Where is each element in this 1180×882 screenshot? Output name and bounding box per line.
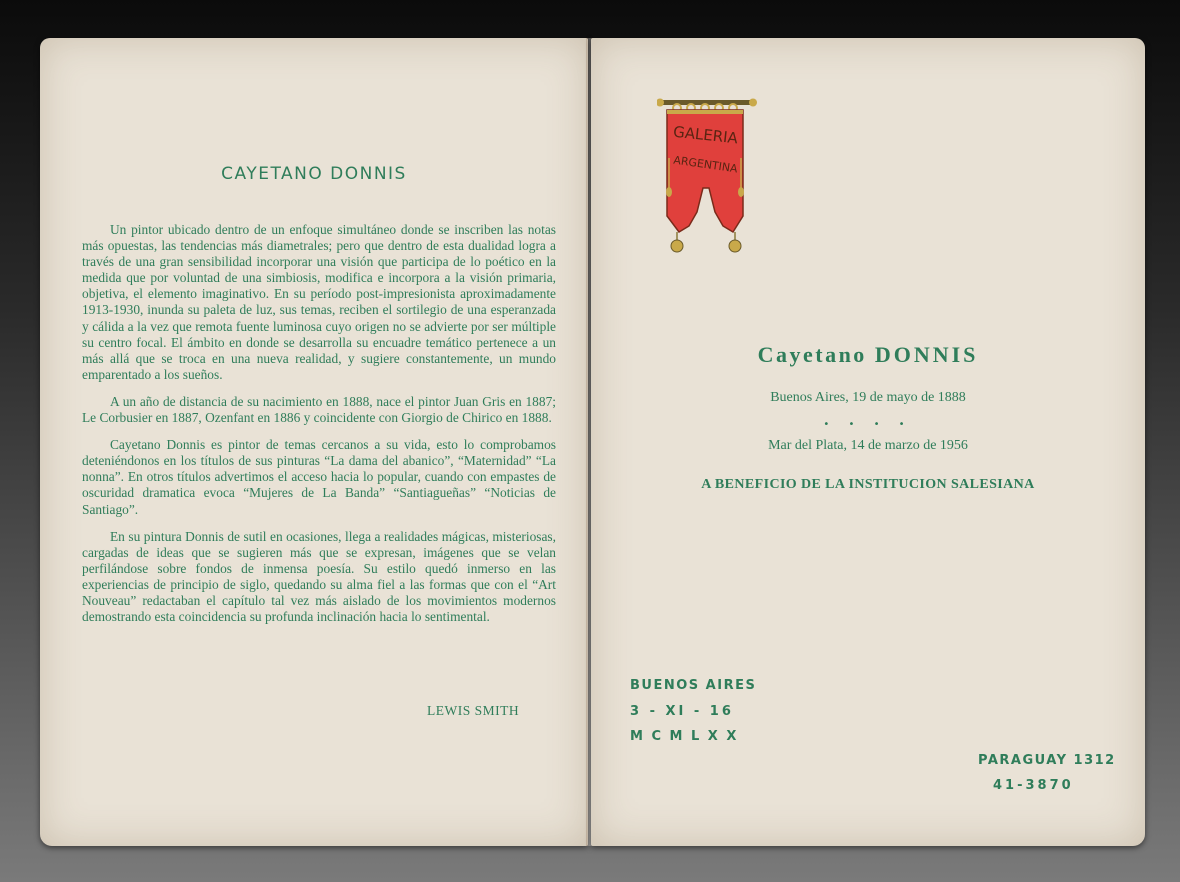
- essay-paragraph-3: Cayetano Donnis es pintor de temas cercanos a su vida, esto lo comprobamos deteniéndonos en los títulos de sus pinturas “La dama del abanico”, “Maternidad” “La nonna”. En otros títulos advertimos el acceso hacia lo popular, cuando con empastes de oscuridad dramatica evoca “Mujeres de La Banda” “Santiagueñas” “Noticias de Santiago”.: [82, 437, 556, 517]
- year-roman-line: M C M L X X: [630, 729, 739, 744]
- benefit-line: A BENEFICIO DE LA INSTITUCION SALESIANA: [701, 477, 1035, 492]
- essay-text: [82, 222, 556, 636]
- signature: LEWIS SMITH: [427, 703, 520, 718]
- essay-title: CAYETANO DONNIS: [221, 164, 407, 184]
- city-line: BUENOS AIRES: [630, 678, 757, 693]
- left-page: [40, 38, 588, 846]
- banner-text-line1: GALERIA: [672, 122, 739, 148]
- right-page: [591, 38, 1145, 846]
- galeria-banner-logo: [657, 98, 757, 263]
- date-line: 3 - XI - 16: [630, 704, 734, 719]
- death-line: Mar del Plata, 14 de marzo de 1956: [768, 438, 968, 453]
- banner-flag-icon: [657, 98, 757, 258]
- essay-paragraph-2: A un año de distancia de su nacimiento en 1888, nace el pintor Juan Gris en 1887; Le Corbusier en 1887, Ozenfant en 1886 y coincidente con Giorgio de Chirico en 1888.: [82, 393, 556, 426]
- essay-paragraph-1: Un pintor ubicado dentro de un enfoque simultáneo donde se inscriben las notas más opuestas, las tendencias más diametrales; pero que dentro de esta dualidad logra a través de una gran sensibilidad incorporar una visión que participa de lo poético en la medida que por voluntad de una simbiosis, modifica e incorpora a la visión primaria, objetiva, el elemento imaginativo. En su período post-impresionista aproximadamente 1913-1930, inunda su paleta de luz, sus temas, reciben el sortilegio de una esperanzada y cálida a la vez que remota fuente luminosa cuyo origen no se advierte por ser múltiple su centro focal. El ámbito en donde se desarrolla su encuadre temático pertenece a un más allá que se troca en una nueva realidad, y sugiere constantemente, un mundo emparentado a los sueños.: [82, 222, 556, 382]
- separator-dots: • • • •: [823, 419, 913, 430]
- essay-paragraph-4: En su pintura Donnis de sutil en ocasiones, llega a realidades mágicas, misteriosas, cargadas de ideas que se sugieren más que se expresan, imágenes que se velan perfilándose sobre fondos de inmensa poesía. Su estilo quedó inmerso en las experiencias de principio de siglo, quedando su alma fiel a las formas que con el “Art Nouveau” redactaban el capítulo tal vez más aislado de los movimientos modernos demostrando esta coincidencia su profunda inclinación hacia lo sentimental.: [82, 528, 556, 625]
- phone-line: 41-3870: [993, 778, 1074, 793]
- artist-first-name: Cayetano: [757, 342, 867, 367]
- banner-text-line2: ARGENTINA: [672, 153, 739, 176]
- address-line: PARAGUAY 1312: [978, 753, 1116, 768]
- artist-last-name: DONNIS: [874, 342, 979, 367]
- birth-line: Buenos Aires, 19 de mayo de 1888: [770, 390, 966, 405]
- artist-name: [591, 342, 1145, 368]
